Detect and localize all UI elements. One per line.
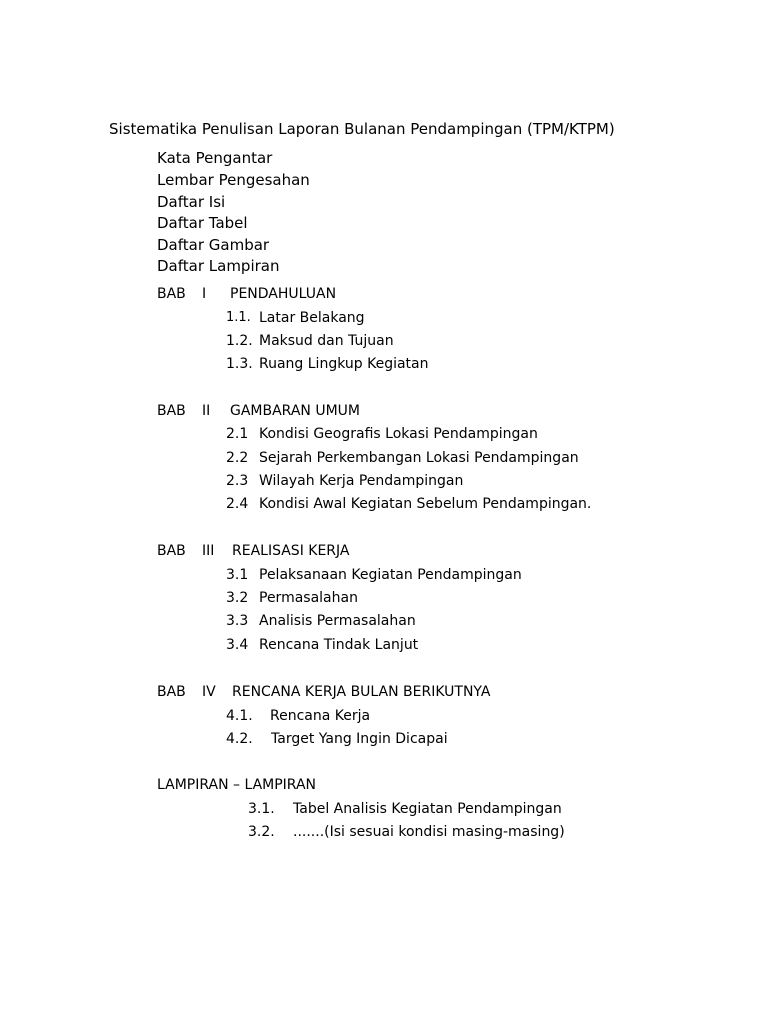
chapter-roman: I xyxy=(202,286,207,302)
appendix-heading: LAMPIRAN – LAMPIRAN xyxy=(157,777,317,793)
document-title: Sistematika Penulisan Laporan Bulanan Pendampingan (TPM/KTPM) xyxy=(109,120,615,138)
subitem-number: 2.1 xyxy=(226,426,249,442)
subitem-number: 1.2. xyxy=(226,333,253,349)
subitem-text: Kondisi Geografis Lokasi Pendampingan xyxy=(259,426,538,442)
front-matter-item: Daftar Isi xyxy=(157,193,226,211)
subitem-text: Maksud dan Tujuan xyxy=(259,333,394,349)
chapter-roman: IV xyxy=(202,684,216,700)
subitem-number: 1.1. xyxy=(226,310,251,325)
chapter-bab-label: BAB xyxy=(157,543,186,559)
subitem-number: 4.1. xyxy=(226,708,253,724)
appendix-item-number: 3.1. xyxy=(248,801,275,817)
subitem-number: 2.3 xyxy=(226,473,249,489)
front-matter-item: Lembar Pengesahan xyxy=(157,171,310,189)
chapter-bab-label: BAB xyxy=(157,286,186,302)
subitem-text: Rencana Tindak Lanjut xyxy=(259,637,419,653)
subitem-text: Wilayah Kerja Pendampingan xyxy=(259,473,464,489)
subitem-number: 3.4 xyxy=(226,637,249,653)
subitem-text: Target Yang Ingin Dicapai xyxy=(271,731,448,747)
subitem-text: Latar Belakang xyxy=(259,310,365,326)
subitem-number: 2.2 xyxy=(226,450,249,466)
subitem-number: 3.3 xyxy=(226,613,249,629)
chapter-roman: II xyxy=(202,403,211,419)
front-matter-item: Daftar Gambar xyxy=(157,236,270,254)
subitem-text: Analisis Permasalahan xyxy=(259,613,416,629)
subitem-text: Kondisi Awal Kegiatan Sebelum Pendampingan. xyxy=(259,496,592,512)
chapter-roman: III xyxy=(202,543,215,559)
subitem-number: 3.1 xyxy=(226,567,249,583)
subitem-number: 1.3. xyxy=(226,356,253,372)
front-matter-item: Daftar Lampiran xyxy=(157,257,280,275)
subitem-number: 3.2 xyxy=(226,590,249,606)
subitem-text: Ruang Lingkup Kegiatan xyxy=(259,356,429,372)
appendix-item-text: .......(Isi sesuai kondisi masing-masing) xyxy=(293,824,565,840)
chapter-bab-label: BAB xyxy=(157,684,186,700)
appendix-item-text: Tabel Analisis Kegiatan Pendampingan xyxy=(293,801,562,817)
chapter-title: REALISASI KERJA xyxy=(232,543,350,559)
chapter-bab-label: BAB xyxy=(157,403,186,419)
subitem-text: Sejarah Perkembangan Lokasi Pendampingan xyxy=(259,450,579,466)
appendix-item-number: 3.2. xyxy=(248,824,275,840)
front-matter-item: Kata Pengantar xyxy=(157,149,273,167)
chapter-title: PENDAHULUAN xyxy=(230,286,337,302)
subitem-text: Pelaksanaan Kegiatan Pendampingan xyxy=(259,567,522,583)
subitem-text: Rencana Kerja xyxy=(270,708,371,724)
chapter-title: GAMBARAN UMUM xyxy=(230,403,360,419)
subitem-text: Permasalahan xyxy=(259,590,358,606)
chapter-title: RENCANA KERJA BULAN BERIKUTNYA xyxy=(232,684,491,700)
subitem-number: 4.2. xyxy=(226,731,253,747)
subitem-number: 2.4 xyxy=(226,496,249,512)
front-matter-item: Daftar Tabel xyxy=(157,214,248,232)
